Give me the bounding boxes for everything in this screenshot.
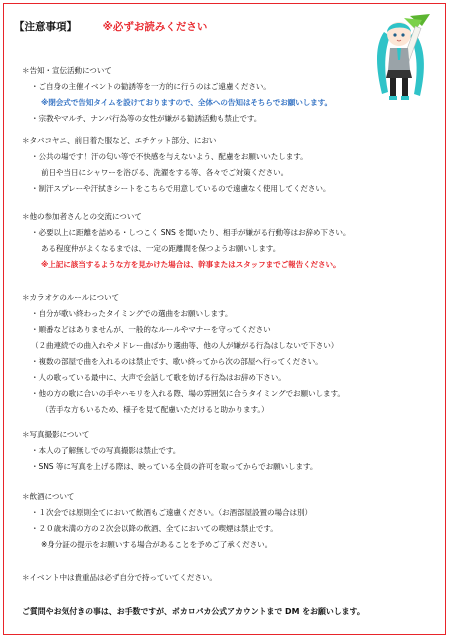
section-heading: ＊飲酒について xyxy=(22,492,75,501)
section-heading: ＊タバコヤニ、前日着た服など、エチケット部分、におい xyxy=(22,136,217,145)
mascot-illustration xyxy=(370,12,436,104)
section-line: ある程度仲がよくなるまでは、一定の距離間を保つようお願いします。 xyxy=(41,244,281,253)
section-heading: ＊写真撮影について xyxy=(22,430,90,439)
section-heading: ＊告知・宣伝活動について xyxy=(22,66,112,75)
section-line: ・ご自身の主催イベントの勧誘等を一方的に行うのはご遠慮ください。 xyxy=(31,82,271,91)
section-line: ※身分証の提示をお願いする場合があることを予めご了承ください。 xyxy=(41,540,273,549)
notice-title-row xyxy=(14,19,207,34)
highlight-note: ※上記に該当するような方を見かけた場合は、幹事またはスタッフまでご報告ください。 xyxy=(41,260,341,269)
section-line: ・SNS 等に写真を上げる際は、映っている全員の許可を取ってからでお願いします。 xyxy=(31,462,318,471)
section-line: ・他の方の歌に合いの手やハモリを入れる際、場の雰囲気に合うタイミングでお願いします。 xyxy=(31,389,345,398)
section-line: ・宗教やマルチ、ナンパ行為等の女性が嫌がる勧誘活動も禁止です。 xyxy=(31,114,262,123)
section-line: ・１次会では原則全てにおいて飲酒もご遠慮ください。（お酒部屋設置の場合は別） xyxy=(31,508,312,517)
section-heading: ＊他の参加者さんとの交流について xyxy=(22,212,142,221)
section-heading: ＊カラオケのルールについて xyxy=(22,293,119,302)
section-line: ・制汗スプレーや汗拭きシートをこちらで用意しているので遠慮なく使用してください。 xyxy=(31,184,331,193)
section-heading: ＊イベント中は貴重品は必ず自分で持っていてください。 xyxy=(22,573,217,582)
footer-contact-note: ご質問やお気付きの事は、お手数ですが、ボカロパカ公式アカウントまで DM をお願いします。 xyxy=(22,607,365,616)
section-line: ・人の歌っている最中に、大声で会話して歌を妨げる行為はお辞め下さい。 xyxy=(31,373,286,382)
must-read-note: ※必ずお読みください xyxy=(102,21,208,33)
section-line: ・２０歳未満の方の２次会以降の飲酒、全てにおいての喫煙は禁止です。 xyxy=(31,524,278,533)
section-line: （２曲連続での曲入れやメドレー曲ばかり選曲等、他の人が嫌がる行為はしないで下さい） xyxy=(31,341,339,350)
highlight-note: ※閉会式で告知タイムを設けておりますので、全体への告知はそちらでお願いします。 xyxy=(41,98,333,107)
section-line: ・順番などはありませんが、一般的なルールやマナーを守ってください xyxy=(31,325,271,334)
section-line: ・本人の了解無しでの写真撮影は禁止です。 xyxy=(31,446,181,455)
section-line: 前日や当日にシャワーを浴びる、洗濯をする等、各々でご対策ください。 xyxy=(41,168,289,177)
section-line: ・自分が歌い終わったタイミングでの選曲をお願いします。 xyxy=(31,309,233,318)
section-line: ・複数の部屋で曲を入れるのは禁止です、歌い終ってから次の部屋へ行ってください。 xyxy=(31,357,323,366)
section-line: ・必要以上に距離を詰める・しつこく SNS を聞いたり、相手が嫌がる行動等はお辞め下さい。 xyxy=(31,228,351,237)
page-title: 【注意事項】 xyxy=(14,21,77,33)
section-line: ・公共の場です！汗の匂い等で不快感を与えないよう、配慮をお願いいたします。 xyxy=(31,152,308,161)
section-line: （苦手な方もいるため、様子を見て配慮いただけると助かります。） xyxy=(41,405,269,414)
